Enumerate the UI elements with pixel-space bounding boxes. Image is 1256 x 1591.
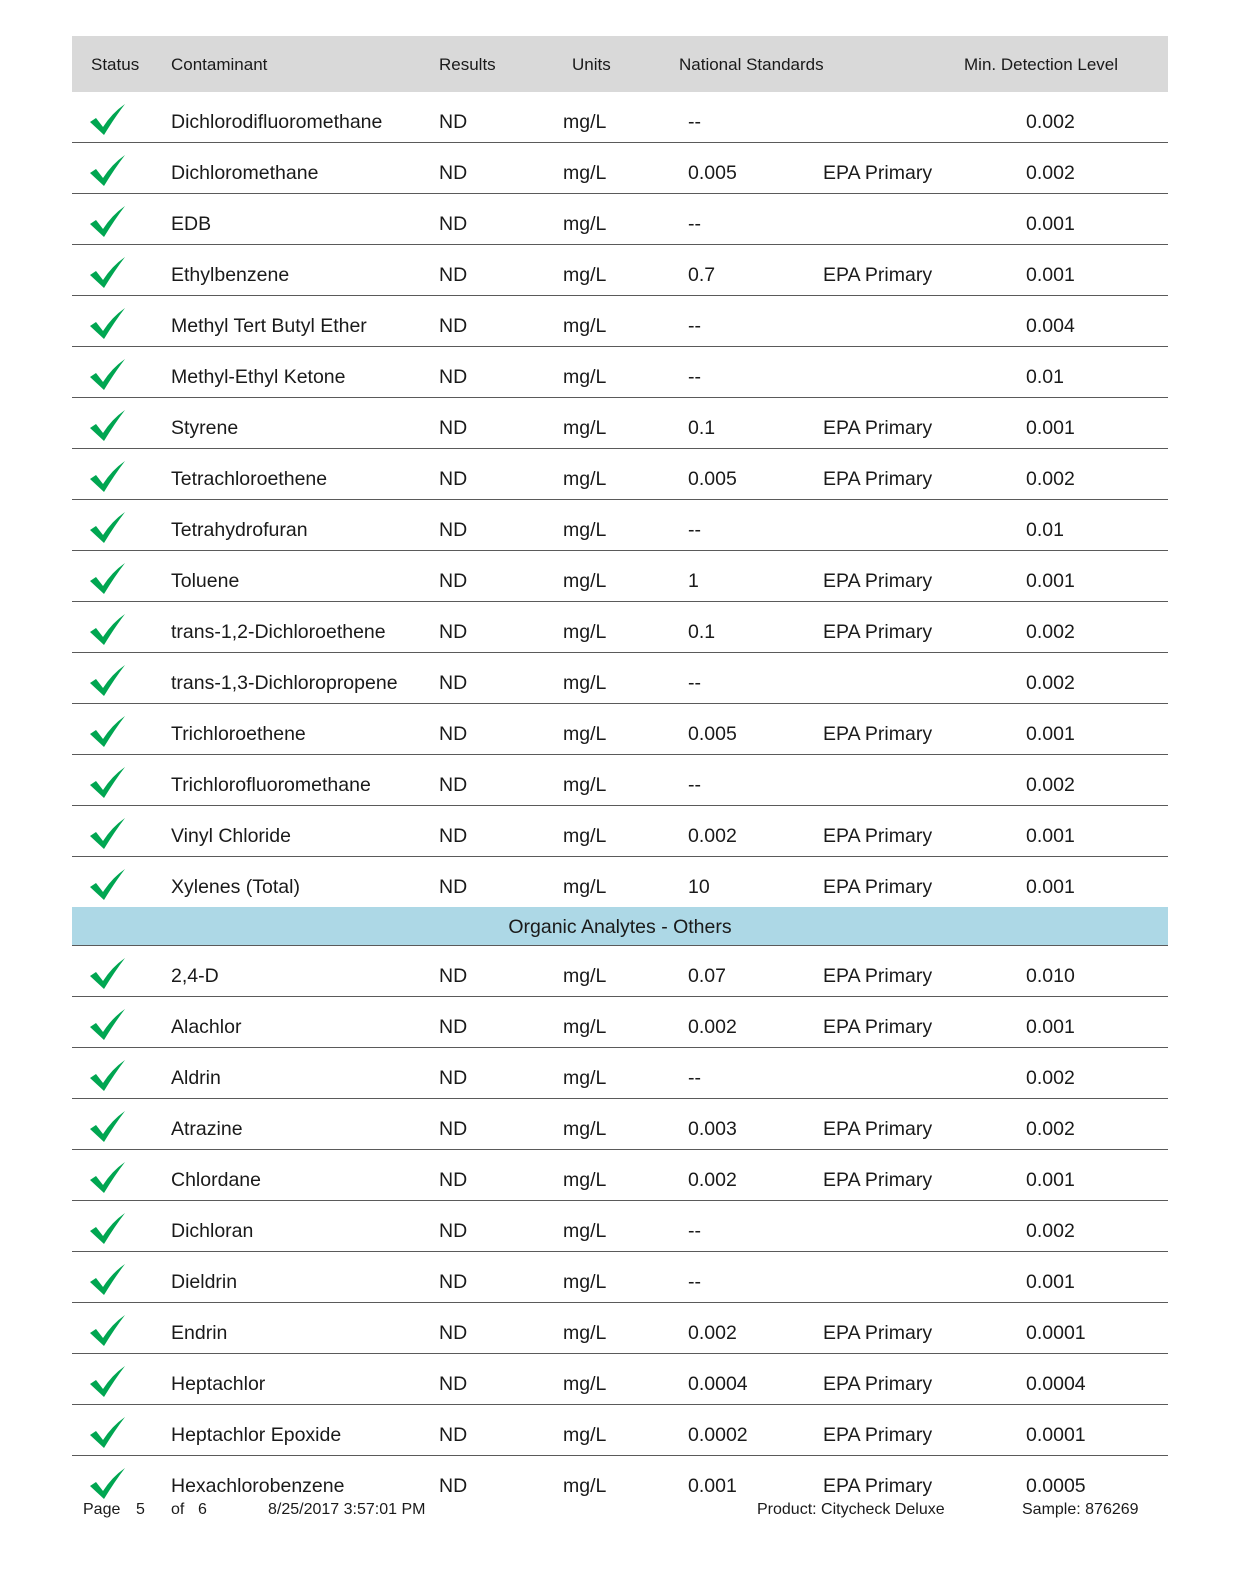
standard-value-cell: -- — [688, 315, 701, 337]
table-body-group-2 — [72, 946, 1168, 1506]
table-row — [72, 806, 1168, 857]
check-icon — [88, 1263, 126, 1297]
standard-value-cell: 1 — [688, 570, 699, 592]
check-icon — [88, 205, 126, 239]
standard-source-cell: EPA Primary — [823, 965, 933, 987]
footer-page-total: 6 — [198, 1501, 207, 1518]
result-cell: ND — [439, 417, 468, 439]
min-detection-level-cell: 0.010 — [1026, 965, 1075, 987]
units-cell: mg/L — [563, 1067, 607, 1089]
min-detection-level-cell: 0.002 — [1026, 1067, 1075, 1089]
table-row — [72, 551, 1168, 602]
table-body-group-1 — [72, 92, 1168, 907]
table-row — [72, 500, 1168, 551]
result-cell: ND — [439, 1424, 468, 1446]
result-cell: ND — [439, 162, 468, 184]
table-row — [72, 245, 1168, 296]
result-cell: ND — [439, 570, 468, 592]
min-detection-level-cell: 0.001 — [1026, 1271, 1075, 1293]
header-min-detection-level: Min. Detection Level — [964, 55, 1119, 74]
table-row — [72, 1252, 1168, 1303]
units-cell: mg/L — [563, 1424, 607, 1446]
standard-value-cell: 0.1 — [688, 417, 716, 439]
min-detection-level-cell: 0.002 — [1026, 162, 1075, 184]
contaminant-cell: Dichloran — [171, 1220, 254, 1242]
result-cell: ND — [439, 1322, 468, 1344]
result-cell: ND — [439, 1118, 468, 1140]
standard-value-cell: 0.002 — [688, 825, 737, 847]
result-cell: ND — [439, 672, 468, 694]
standard-source-cell: EPA Primary — [823, 1322, 933, 1344]
contaminant-cell: Trichloroethene — [171, 723, 306, 745]
table-header — [72, 36, 1168, 92]
standard-value-cell: -- — [688, 774, 701, 796]
min-detection-level-cell: 0.001 — [1026, 417, 1075, 439]
check-icon — [88, 256, 126, 290]
min-detection-level-cell: 0.002 — [1026, 111, 1075, 133]
min-detection-level-cell: 0.001 — [1026, 825, 1075, 847]
standard-value-cell: 0.0004 — [688, 1373, 748, 1395]
standard-source-cell: EPA Primary — [823, 162, 933, 184]
header-status: Status — [91, 55, 140, 74]
standard-value-cell: 0.002 — [688, 1169, 737, 1191]
check-icon — [88, 358, 126, 392]
header-units: Units — [572, 55, 611, 74]
standard-source-cell: EPA Primary — [823, 468, 933, 490]
check-icon — [88, 307, 126, 341]
contaminant-cell: Alachlor — [171, 1016, 242, 1038]
table-row — [72, 398, 1168, 449]
min-detection-level-cell: 0.0005 — [1026, 1475, 1086, 1497]
contaminant-cell: Aldrin — [171, 1067, 221, 1089]
table-row — [72, 1048, 1168, 1099]
table-row — [72, 1354, 1168, 1405]
check-icon — [88, 1467, 126, 1501]
check-icon — [88, 766, 126, 800]
contaminant-cell: Atrazine — [171, 1118, 243, 1140]
footer-page-label: Page — [83, 1501, 121, 1518]
min-detection-level-cell: 0.001 — [1026, 570, 1075, 592]
table-row — [72, 602, 1168, 653]
contaminant-cell: Toluene — [171, 570, 240, 592]
check-icon — [88, 1110, 126, 1144]
contaminant-cell: Chlordane — [171, 1169, 261, 1191]
result-cell: ND — [439, 315, 468, 337]
units-cell: mg/L — [563, 876, 607, 898]
standard-source-cell: EPA Primary — [823, 1016, 933, 1038]
check-icon — [88, 715, 126, 749]
min-detection-level-cell: 0.002 — [1026, 1220, 1075, 1242]
result-cell: ND — [439, 1220, 468, 1242]
check-icon — [88, 1008, 126, 1042]
standard-value-cell: -- — [688, 213, 701, 235]
check-icon — [88, 613, 126, 647]
table-row — [72, 449, 1168, 500]
table-row — [72, 1099, 1168, 1150]
table-row — [72, 1456, 1168, 1506]
standard-value-cell: -- — [688, 519, 701, 541]
min-detection-level-cell: 0.001 — [1026, 1169, 1075, 1191]
standard-value-cell: -- — [688, 366, 701, 388]
standard-value-cell: 0.005 — [688, 468, 737, 490]
table-row — [72, 1201, 1168, 1252]
header-contaminant: Contaminant — [171, 55, 268, 74]
min-detection-level-cell: 0.001 — [1026, 213, 1075, 235]
check-icon — [88, 409, 126, 443]
units-cell: mg/L — [563, 672, 607, 694]
contaminant-cell: 2,4-D — [171, 965, 219, 987]
units-cell: mg/L — [563, 965, 607, 987]
contaminant-cell: EDB — [171, 213, 212, 235]
standard-value-cell: 0.005 — [688, 162, 737, 184]
table-row — [72, 946, 1168, 997]
table-row — [72, 92, 1168, 143]
units-cell: mg/L — [563, 1475, 607, 1497]
contaminant-cell: Dichlorodifluoromethane — [171, 111, 383, 133]
units-cell: mg/L — [563, 1169, 607, 1191]
standard-value-cell: -- — [688, 672, 701, 694]
contaminant-cell: Xylenes (Total) — [171, 876, 300, 898]
standard-source-cell: EPA Primary — [823, 1118, 933, 1140]
result-cell: ND — [439, 1067, 468, 1089]
standard-value-cell: 0.002 — [688, 1322, 737, 1344]
units-cell: mg/L — [563, 315, 607, 337]
min-detection-level-cell: 0.002 — [1026, 468, 1075, 490]
contaminant-cell: Vinyl Chloride — [171, 825, 291, 847]
standard-source-cell: EPA Primary — [823, 264, 933, 286]
standard-value-cell: 0.07 — [688, 965, 726, 987]
result-cell: ND — [439, 264, 468, 286]
units-cell: mg/L — [563, 774, 607, 796]
standard-source-cell: EPA Primary — [823, 621, 933, 643]
min-detection-level-cell: 0.001 — [1026, 1016, 1075, 1038]
standard-source-cell: EPA Primary — [823, 876, 933, 898]
units-cell: mg/L — [563, 213, 607, 235]
table-row — [72, 1150, 1168, 1201]
min-detection-level-cell: 0.001 — [1026, 264, 1075, 286]
standard-source-cell: EPA Primary — [823, 570, 933, 592]
check-icon — [88, 103, 126, 137]
contaminant-cell: Tetrahydrofuran — [171, 519, 308, 541]
check-icon — [88, 460, 126, 494]
standard-source-cell: EPA Primary — [823, 1373, 933, 1395]
min-detection-level-cell: 0.002 — [1026, 1118, 1075, 1140]
result-cell: ND — [439, 1169, 468, 1191]
table-row — [72, 997, 1168, 1048]
check-icon — [88, 1314, 126, 1348]
standard-value-cell: 0.7 — [688, 264, 716, 286]
contaminant-cell: trans-1,2-Dichloroethene — [171, 621, 386, 643]
result-cell: ND — [439, 1271, 468, 1293]
result-cell: ND — [439, 1016, 468, 1038]
check-icon — [88, 817, 126, 851]
standard-value-cell: 0.1 — [688, 621, 716, 643]
section-header: Organic Analytes - Others — [72, 907, 1168, 946]
check-icon — [88, 1416, 126, 1450]
check-icon — [88, 511, 126, 545]
table-row — [72, 653, 1168, 704]
units-cell: mg/L — [563, 570, 607, 592]
table-row — [72, 194, 1168, 245]
units-cell: mg/L — [563, 468, 607, 490]
check-icon — [88, 957, 126, 991]
footer-product: Product: Citycheck Deluxe — [757, 1501, 945, 1518]
min-detection-level-cell: 0.002 — [1026, 774, 1075, 796]
standard-source-cell: EPA Primary — [823, 723, 933, 745]
footer-page-number: 5 — [136, 1501, 145, 1518]
check-icon — [88, 664, 126, 698]
standard-value-cell: -- — [688, 1220, 701, 1242]
min-detection-level-cell: 0.0004 — [1026, 1373, 1086, 1395]
table-row — [72, 755, 1168, 806]
contaminant-cell: Trichlorofluoromethane — [171, 774, 371, 796]
header-national-standards: National Standards — [679, 55, 824, 74]
min-detection-level-cell: 0.0001 — [1026, 1424, 1086, 1446]
units-cell: mg/L — [563, 1271, 607, 1293]
footer-sample: Sample: 876269 — [1022, 1501, 1139, 1518]
contaminant-cell: Heptachlor Epoxide — [171, 1424, 342, 1446]
footer-datetime: 8/25/2017 3:57:01 PM — [268, 1501, 426, 1518]
table-row — [72, 1303, 1168, 1354]
check-icon — [88, 1212, 126, 1246]
contaminant-cell: Ethylbenzene — [171, 264, 290, 286]
standard-source-cell: EPA Primary — [823, 417, 933, 439]
units-cell: mg/L — [563, 621, 607, 643]
units-cell: mg/L — [563, 162, 607, 184]
contaminant-cell: Styrene — [171, 417, 239, 439]
min-detection-level-cell: 0.001 — [1026, 723, 1075, 745]
min-detection-level-cell: 0.001 — [1026, 876, 1075, 898]
result-cell: ND — [439, 468, 468, 490]
standard-source-cell: EPA Primary — [823, 1169, 933, 1191]
contaminant-cell: Heptachlor — [171, 1373, 266, 1395]
units-cell: mg/L — [563, 111, 607, 133]
units-cell: mg/L — [563, 264, 607, 286]
result-cell: ND — [439, 519, 468, 541]
result-cell: ND — [439, 621, 468, 643]
units-cell: mg/L — [563, 825, 607, 847]
units-cell: mg/L — [563, 366, 607, 388]
standard-value-cell: 0.005 — [688, 723, 737, 745]
min-detection-level-cell: 0.01 — [1026, 366, 1064, 388]
units-cell: mg/L — [563, 1016, 607, 1038]
contaminant-cell: Dichloromethane — [171, 162, 319, 184]
result-cell: ND — [439, 1475, 468, 1497]
contaminant-cell: trans-1,3-Dichloropropene — [171, 672, 398, 694]
table-row — [72, 347, 1168, 398]
results-table — [72, 36, 1168, 1506]
check-icon — [88, 562, 126, 596]
table-row — [72, 143, 1168, 194]
standard-value-cell: 0.001 — [688, 1475, 737, 1497]
result-cell: ND — [439, 723, 468, 745]
units-cell: mg/L — [563, 1220, 607, 1242]
contaminant-cell: Methyl Tert Butyl Ether — [171, 315, 367, 337]
min-detection-level-cell: 0.0001 — [1026, 1322, 1086, 1344]
check-icon — [88, 868, 126, 902]
contaminant-cell: Methyl-Ethyl Ketone — [171, 366, 346, 388]
result-cell: ND — [439, 876, 468, 898]
standard-value-cell: 10 — [688, 876, 710, 898]
result-cell: ND — [439, 111, 468, 133]
standard-value-cell: -- — [688, 1271, 701, 1293]
header-results: Results — [439, 55, 496, 74]
standard-value-cell: 0.003 — [688, 1118, 737, 1140]
min-detection-level-cell: 0.002 — [1026, 672, 1075, 694]
units-cell: mg/L — [563, 723, 607, 745]
standard-source-cell: EPA Primary — [823, 1475, 933, 1497]
standard-value-cell: 0.002 — [688, 1016, 737, 1038]
standard-source-cell: EPA Primary — [823, 825, 933, 847]
check-icon — [88, 1161, 126, 1195]
standard-value-cell: -- — [688, 1067, 701, 1089]
result-cell: ND — [439, 366, 468, 388]
table-row — [72, 296, 1168, 347]
result-cell: ND — [439, 825, 468, 847]
standard-source-cell: EPA Primary — [823, 1424, 933, 1446]
table-row — [72, 704, 1168, 755]
footer-of-label: of — [171, 1501, 185, 1518]
units-cell: mg/L — [563, 1118, 607, 1140]
standard-value-cell: -- — [688, 111, 701, 133]
check-icon — [88, 1059, 126, 1093]
check-icon — [88, 154, 126, 188]
result-cell: ND — [439, 213, 468, 235]
min-detection-level-cell: 0.002 — [1026, 621, 1075, 643]
contaminant-cell: Hexachlorobenzene — [171, 1475, 345, 1497]
result-cell: ND — [439, 965, 468, 987]
units-cell: mg/L — [563, 519, 607, 541]
check-icon — [88, 1365, 126, 1399]
table-row — [72, 1405, 1168, 1456]
min-detection-level-cell: 0.01 — [1026, 519, 1064, 541]
table-row — [72, 857, 1168, 907]
units-cell: mg/L — [563, 1373, 607, 1395]
units-cell: mg/L — [563, 417, 607, 439]
min-detection-level-cell: 0.004 — [1026, 315, 1075, 337]
contaminant-cell: Dieldrin — [171, 1271, 238, 1293]
result-cell: ND — [439, 774, 468, 796]
contaminant-cell: Endrin — [171, 1322, 228, 1344]
contaminant-cell: Tetrachloroethene — [171, 468, 328, 490]
result-cell: ND — [439, 1373, 468, 1395]
standard-value-cell: 0.0002 — [688, 1424, 748, 1446]
units-cell: mg/L — [563, 1322, 607, 1344]
